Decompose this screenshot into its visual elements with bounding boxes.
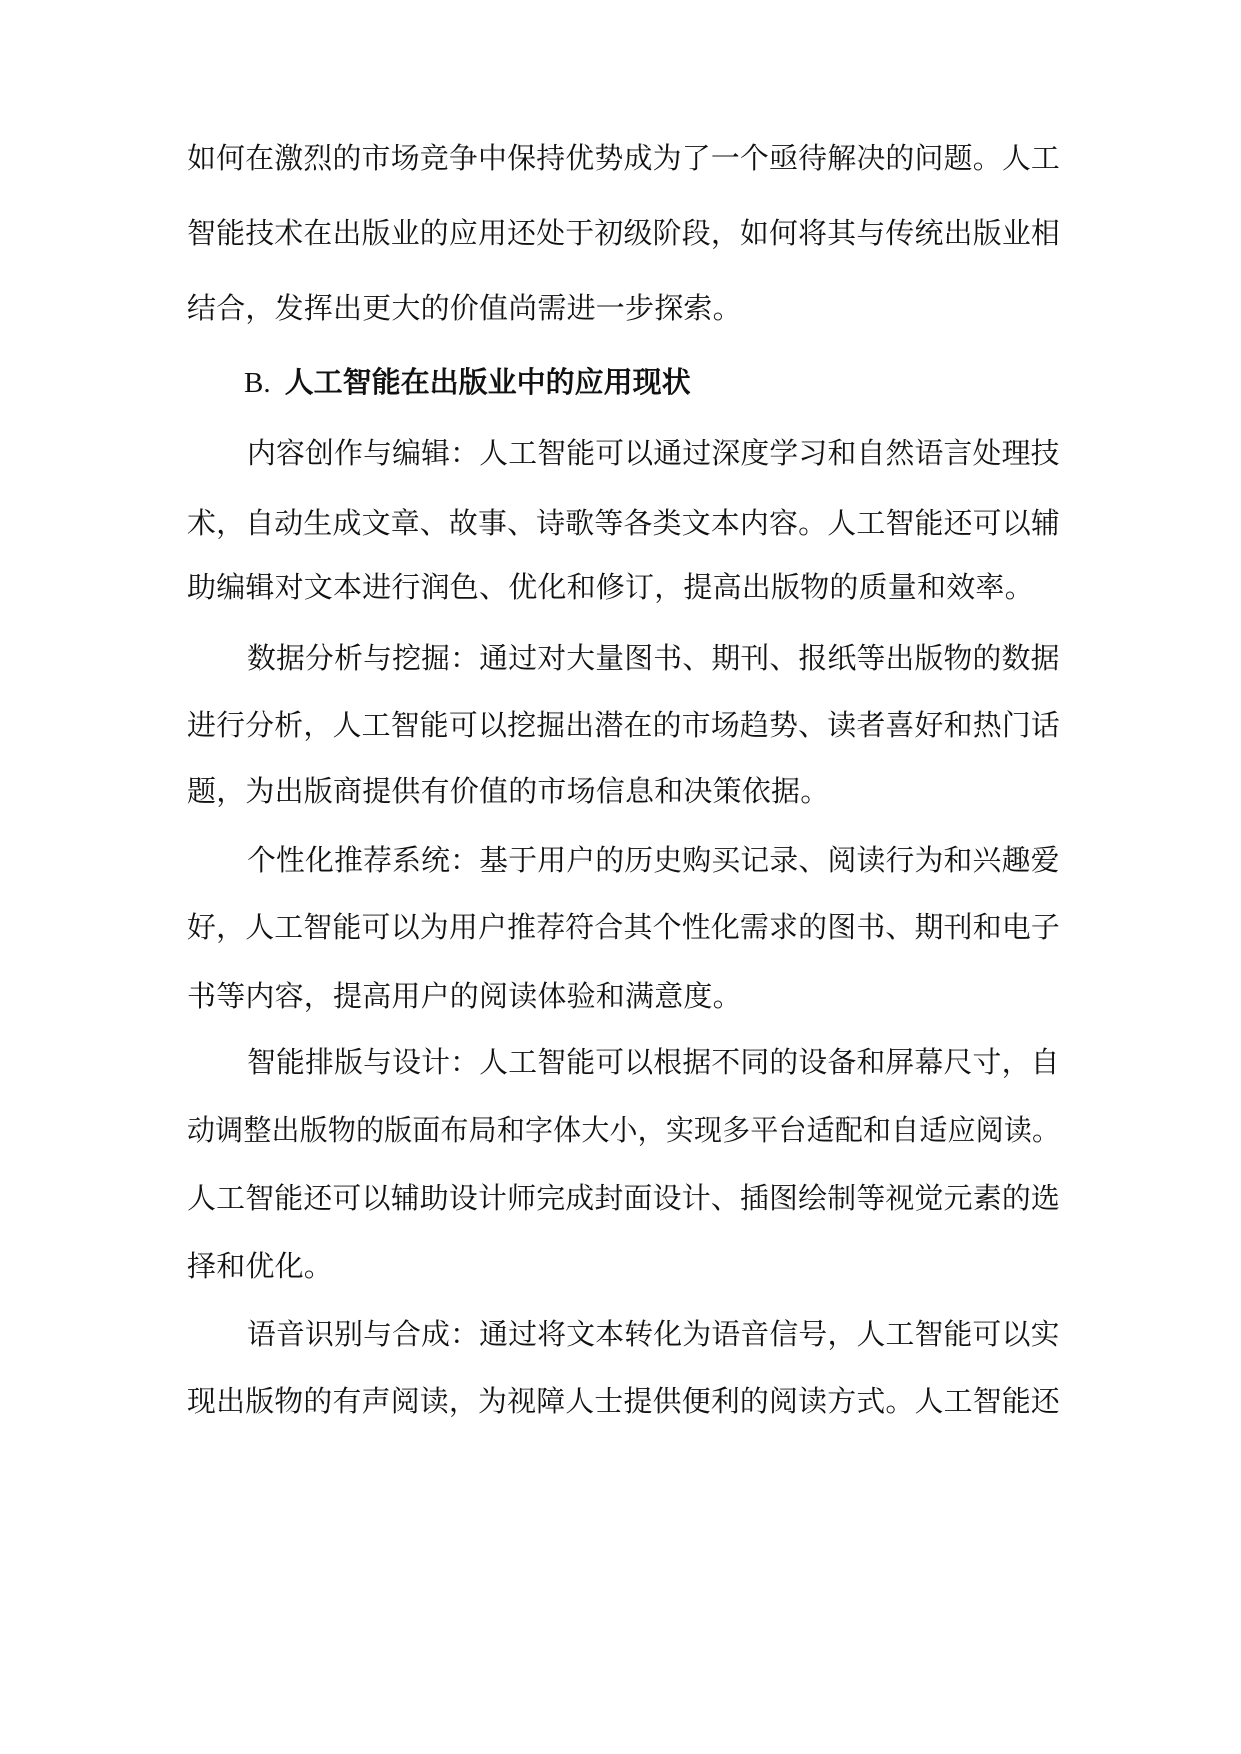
intro-line-2: 智能技术在出版业的应用还处于初级阶段，如何将其与传统出版业相 xyxy=(187,216,1061,250)
paragraph-4-line-3: 人工智能还可以辅助设计师完成封面设计、插图绘制等视觉元素的选 xyxy=(187,1181,1061,1215)
paragraph-1-line-3: 助编辑对文本进行润色、优化和修订，提高出版物的质量和效率。 xyxy=(187,570,1034,604)
paragraph-5-line-1: 语音识别与合成：通过将文本转化为语音信号，人工智能可以实 xyxy=(247,1317,1060,1351)
intro-line-3: 结合，发挥出更大的价值尚需进一步探索。 xyxy=(187,291,742,325)
paragraph-3-line-1: 个性化推荐系统：基于用户的历史购买记录、阅读行为和兴趣爱 xyxy=(247,843,1060,877)
section-title: 人工智能在出版业中的应用现状 xyxy=(284,365,691,399)
paragraph-4-line-4: 择和优化。 xyxy=(187,1249,334,1283)
paragraph-2-line-1: 数据分析与挖掘：通过对大量图书、期刊、报纸等出版物的数据 xyxy=(247,641,1060,675)
paragraph-2-line-2: 进行分析，人工智能可以挖掘出潜在的市场趋势、读者喜好和热门话 xyxy=(187,708,1061,742)
paragraph-5-line-2: 现出版物的有声阅读，为视障人士提供便利的阅读方式。人工智能还 xyxy=(187,1384,1061,1418)
paragraph-4-line-1: 智能排版与设计：人工智能可以根据不同的设备和屏幕尺寸，自 xyxy=(247,1045,1060,1079)
section-heading xyxy=(244,362,691,403)
paragraph-1-line-2: 术，自动生成文章、故事、诗歌等各类文本内容。人工智能还可以辅 xyxy=(187,506,1061,540)
paragraph-4-line-2: 动调整出版物的版面布局和字体大小，实现多平台适配和自适应阅读。 xyxy=(187,1113,1061,1147)
paragraph-3-line-3: 书等内容，提高用户的阅读体验和满意度。 xyxy=(187,979,742,1013)
intro-line-1: 如何在激烈的市场竞争中保持优势成为了一个亟待解决的问题。人工 xyxy=(187,141,1061,175)
paragraph-1-line-1: 内容创作与编辑：人工智能可以通过深度学习和自然语言处理技 xyxy=(247,436,1060,470)
paragraph-2-line-3: 题，为出版商提供有价值的市场信息和决策依据。 xyxy=(187,774,830,808)
section-marker: B. xyxy=(244,367,271,399)
paragraph-3-line-2: 好，人工智能可以为用户推荐符合其个性化需求的图书、期刊和电子 xyxy=(187,910,1061,944)
